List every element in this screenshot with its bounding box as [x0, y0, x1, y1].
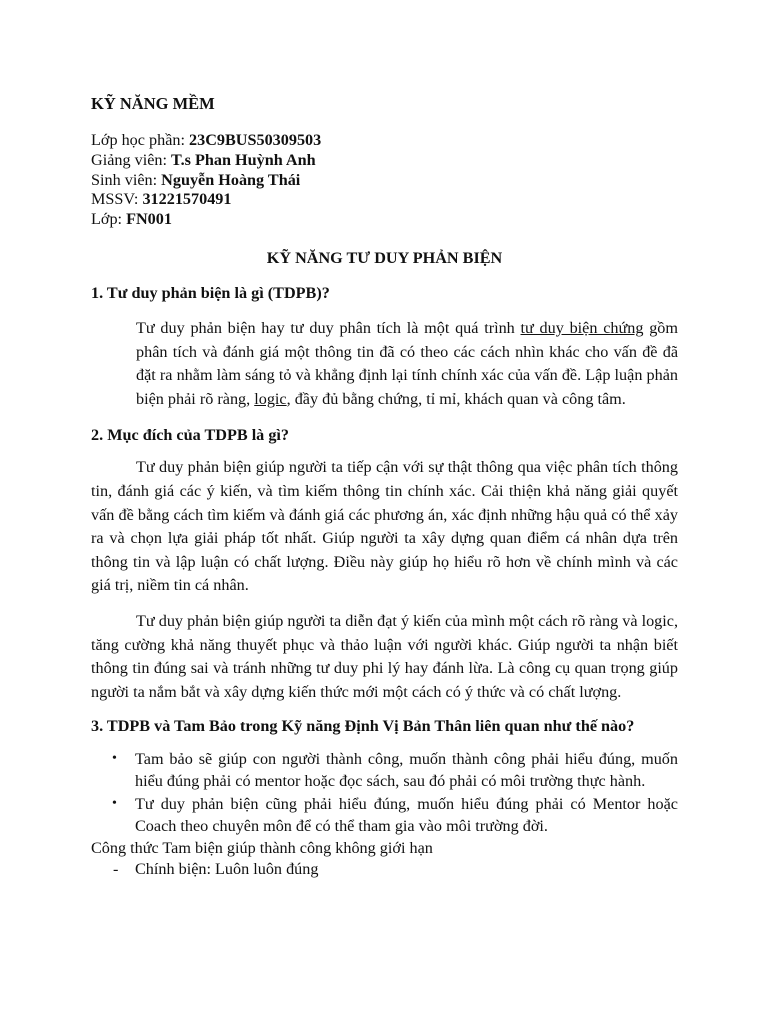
section-2-paragraph-1: Tư duy phản biện giúp người ta tiếp cận với sự thật thông qua việc phân tích thông tin, đánh giá các ý kiến, và tìm kiếm thông tin chính xác. Cải thiện khả năng giải quyết vấn đề bằng cách tìm kiếm và đánh giá các phương án, xác định những hậu quả có thể xảy ra và chọn lựa giải pháp tốt nhất. Giúp người ta xây dựng quan điểm cá nhân dựa trên thông tin và lập luận có chất lượng. Điều này giúp họ hiểu rõ hơn về chính mình và các giá trị, niềm tin cá nhân.	[91, 458, 678, 595]
class-code-label: Lớp học phần:	[91, 131, 190, 149]
student-label: Sinh viên:	[91, 170, 162, 189]
dialectical-thinking-link[interactable]: tư duy biện chứng	[520, 318, 644, 337]
student-id-line	[91, 190, 678, 210]
bullet-text: Tam bảo sẽ giúp con người thành công, muốn thành công phải hiểu đúng, muốn hiểu đúng phải có mentor hoặc đọc sách, sau đó phải có môi trường thực hành.	[135, 749, 678, 791]
section-1-text-b: gồm phân tích và đánh giá một thông tin đã có theo các cách nhìn khác cho vấn đề đã đặt ra nhằm làm sáng tỏ và khẳng định lại tính chính xác của vấn đề. Lập luận phản biện phải rõ ràng,	[136, 318, 678, 408]
lecturer-line	[91, 151, 678, 171]
section-3-heading: 3. TDPB và Tam Bảo trong Kỹ năng Định Vị Bản Thân liên quan như thế nào?	[91, 717, 635, 736]
student-id-label: MSSV:	[91, 190, 143, 209]
section-1-heading: 1. Tư duy phản biện là gì (TDPB)?	[91, 283, 330, 302]
bullet-text: Tư duy phản biện cũng phải hiểu đúng, muốn hiểu đúng phải có Mentor hoặc Coach theo chuyên môn để có thể tham gia vào môi trường đời.	[135, 794, 678, 836]
list-item	[91, 858, 678, 881]
class-line	[91, 210, 678, 230]
student-line	[91, 171, 678, 191]
class-code-line	[91, 131, 678, 151]
section-2-heading: 2. Mục đích của TDPB là gì?	[91, 426, 290, 445]
section-1-text-a: Tư duy phản biện hay tư duy phân tích là một quá trình	[136, 318, 521, 337]
section-1-paragraph	[91, 317, 678, 411]
subject-title: KỸ NĂNG MỀM	[91, 94, 215, 113]
dash-icon: -	[113, 859, 119, 878]
bullet-icon: •	[112, 750, 117, 766]
student-value: Nguyễn Hoàng Thái	[161, 170, 301, 189]
essay-title: KỸ NĂNG TƯ DUY PHẢN BIỆN	[266, 248, 503, 267]
lecturer-value: T.s Phan Huỳnh Anh	[171, 150, 316, 169]
bullet-icon: •	[112, 795, 117, 811]
section-2-paragraph-2: Tư duy phản biện giúp người ta diễn đạt ý kiến của mình một cách rõ ràng và logic, tăng cường khả năng thuyết phục và thảo luận với người khác. Giúp người ta nhận biết thông tin đúng sai và tránh những tư duy phi lý hay đánh lừa. Là công cụ quan trọng giúp người ta nắm bắt và xây dựng kiến thức mới một cách có ý thức và có chất lượng.	[91, 611, 678, 701]
dash-item-text: Chính biện: Luôn luôn đúng	[135, 859, 319, 878]
list-item	[112, 793, 678, 838]
student-id-value: 31221570491	[142, 190, 232, 209]
document-page	[91, 92, 678, 880]
class-value: FN001	[126, 210, 172, 229]
logic-link[interactable]: logic	[254, 389, 287, 408]
formula-line: Công thức Tam biện giúp thành công không giới hạn	[91, 838, 433, 857]
section-3-bullet-list	[91, 748, 678, 838]
class-code-value: 23C9BUS50309503	[189, 131, 322, 149]
class-label: Lớp:	[91, 210, 127, 229]
section-1-text-c: , đầy đủ bằng chứng, tỉ mỉ, khách quan và công tâm.	[286, 389, 626, 408]
lecturer-label: Giảng viên:	[91, 150, 172, 169]
list-item	[112, 748, 678, 793]
